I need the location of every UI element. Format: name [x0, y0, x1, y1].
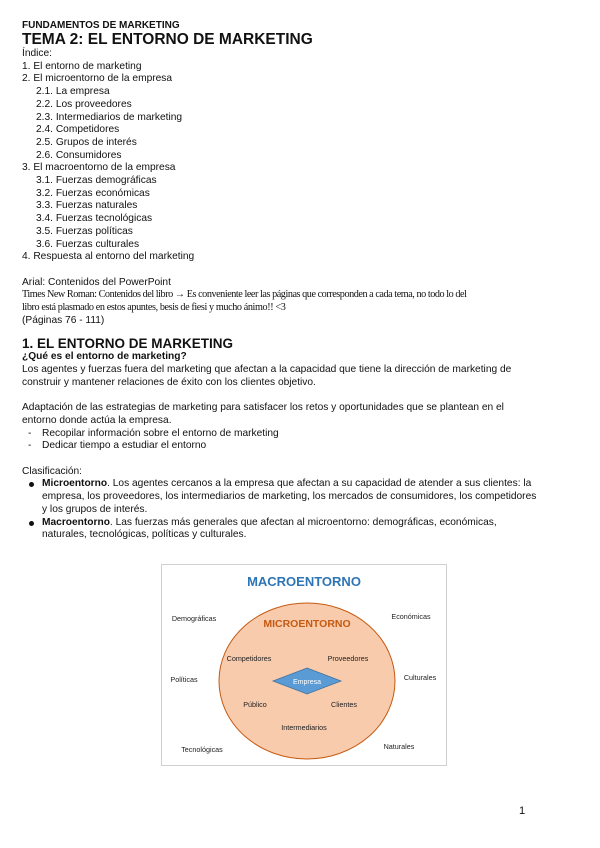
bullet-icon — [29, 521, 34, 526]
macro-label-tecnologicas: Tecnológicas — [181, 745, 223, 754]
index-item: 3.1. Fuerzas demográficas — [36, 175, 157, 187]
index-label: Índice: — [22, 48, 53, 59]
list-item: - Dedicar tiempo a estudiar el entorno — [28, 440, 207, 452]
index-item: 2.5. Grupos de interés — [36, 136, 137, 148]
para2-line1: Adaptación de las estrategias de marketing para satisfacer los retos y oportunidades que se plantean en el — [22, 402, 504, 414]
course-title: FUNDAMENTOS DE MARKETING — [22, 20, 180, 31]
macro-label-demograficas: Demográficas — [171, 614, 217, 623]
note-pages: (Páginas 76 - 111) — [22, 314, 105, 326]
index-item: 1. El entorno de marketing — [22, 60, 142, 72]
index-item: 4. Respuesta al entorno del marketing — [22, 251, 195, 263]
index-item: 3.2. Fuerzas económicas — [36, 187, 150, 199]
note-times-line1: Times New Roman: Contenidos del libro → Es conveniente leer las páginas que corresponden a cada tema, no todo lo del — [22, 289, 467, 301]
micro-label-competidores: Competidores — [226, 654, 272, 663]
micro-label-proveedores: Proveedores — [327, 654, 369, 663]
para1-line2: construir y mantener relaciones de éxito con los clientes objetivo. — [22, 376, 316, 388]
index-list — [22, 61, 582, 264]
index-item: 2.4. Competidores — [36, 124, 120, 136]
macro-label-culturales: Culturales — [403, 673, 437, 682]
microentorno-title: MICROENTORNO — [263, 618, 351, 630]
index-item: 3.4. Fuerzas tecnológicas — [36, 213, 153, 225]
topic-title: TEMA 2: EL ENTORNO DE MARKETING — [22, 31, 313, 48]
bullet-icon — [29, 482, 34, 487]
list-item: - Recopilar información sobre el entorno de marketing — [28, 427, 279, 439]
empresa-label: Empresa — [292, 679, 322, 686]
index-item: 3.5. Fuerzas políticas — [36, 225, 133, 237]
macro-label-politicas: Políticas — [170, 675, 198, 684]
para1-line1: Los agentes y fuerzas fuera del marketing que afectan a la capacidad que tiene la dirección de marketing de — [22, 364, 512, 376]
diagram-title: MACROENTORNO — [247, 574, 361, 589]
document-page — [22, 20, 582, 542]
classification-label: Clasificación: — [22, 465, 83, 477]
note-arial: Arial: Contenidos del PowerPoint — [22, 276, 171, 288]
micro-label-publico: Público — [243, 700, 267, 709]
section-question: ¿Qué es el entorno de marketing? — [22, 351, 187, 363]
bullet-microentorno: Microentorno. Los agentes cercanos a la empresa que afectan a su capacidad de atender a sus clientes: la empresa, los proveedores, los intermediarios de marketing, los mercados de consumidores, los competidores y los grupos de interés. — [22, 478, 582, 516]
index-item: 2.6. Consumidores — [36, 149, 122, 161]
macro-label-naturales: Naturales — [383, 742, 415, 751]
index-item: 3.6. Fuerzas culturales — [36, 238, 140, 250]
macro-label-economicas: Económicas — [391, 612, 431, 621]
index-item: 2.1. La empresa — [36, 86, 110, 98]
environment-diagram — [161, 564, 447, 766]
index-item: 2.2. Los proveedores — [36, 98, 132, 110]
index-item: 2.3. Intermediarios de marketing — [36, 111, 183, 123]
para2-line2: entorno donde actúa la empresa. — [22, 414, 172, 426]
note-times-line2: libro está plasmado en estos apuntes, besis de fiesi y mucho ánimo!! <3 — [22, 302, 286, 314]
index-item: 3. El macroentorno de la empresa — [22, 162, 176, 174]
index-item: 2. El microentorno de la empresa — [22, 73, 173, 85]
page-number: 1 — [519, 805, 526, 817]
micro-label-intermediarios: Intermediarios — [281, 723, 327, 732]
index-item: 3.3. Fuerzas naturales — [36, 200, 138, 212]
micro-label-clientes: Clientes — [331, 700, 357, 709]
section-title: 1. EL ENTORNO DE MARKETING — [22, 336, 234, 352]
bullet-macroentorno: Macroentorno. Las fuerzas más generales que afectan al microentorno: demográficas, económicas, naturales, tecnológicas, políticas y culturales. — [22, 517, 582, 542]
